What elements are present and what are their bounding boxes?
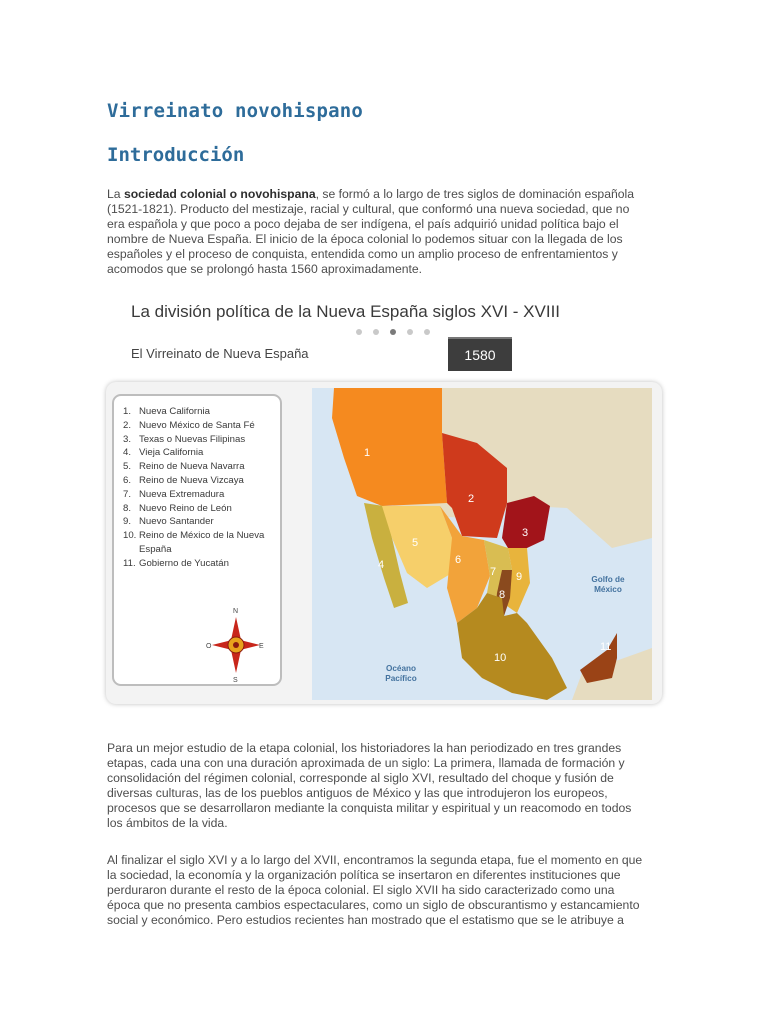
legend-item-label: Vieja California [139, 447, 204, 459]
map-image [312, 388, 652, 700]
intro-rest: , se formó a lo largo de tres siglos de dominación española (1521-1821). Producto del mestizaje, racial y cultural, que conformó una nueva sociedad, que no era española y que poco a poco dejaba de ser indígena, el país adquirió unidad política bajo el nombre de Nueva España. El inicio de la época colonial lo podemos situar con la llegada de los españoles y el proceso de conquista, entendida como un amplio proceso de enfrentamientos y acomodos que se prolongó hasta 1560 aproximadamente. [107, 187, 635, 276]
section-heading: Introducción [107, 144, 245, 166]
ocean-label: Océano Pacífico [385, 664, 417, 683]
region-number: 11 [600, 641, 612, 653]
legend-item-number: 10. [123, 530, 137, 542]
slide-dot[interactable] [424, 329, 430, 335]
body-paragraph-2: Para un mejor estudio de la etapa colonial, los historiadores la han periodizado en tres grandes etapas, cada una con una duración aproximada de un siglo: La primera, llamada de formación y consolidación del régimen colonial, corresponde al siglo XVI, resultado del choque y fusión de diversas culturas, las de los pueblos antiguos de México y las que introdujeron los europeos, procesos que se desarrollaron mediante la conquista militar y espiritual y un reacomodo en todos los ámbitos de la vida. [107, 741, 632, 830]
legend-item-label: Reino de Nueva Navarra [139, 461, 245, 473]
legend-item-number: 2. [123, 419, 132, 431]
map-frame [106, 382, 662, 704]
legend-item-label: Nuevo Santander [139, 516, 214, 528]
compass-s: S [233, 677, 238, 684]
legend-item-label: Reino de Nueva Vizcaya [139, 474, 244, 486]
region-3 [502, 496, 550, 548]
region-number: 3 [522, 527, 529, 539]
compass-rose-icon [206, 604, 266, 684]
legend-item-number: 3. [123, 433, 132, 445]
figure-subtitle: El Virreinato de Nueva España [131, 346, 309, 361]
map-figure [106, 292, 666, 712]
region-number: 1 [364, 447, 371, 459]
legend-item [123, 433, 280, 447]
slide-dot[interactable] [356, 329, 362, 335]
legend-item-label: Texas o Nuevas Filipinas [139, 433, 246, 445]
region-number: 5 [412, 537, 419, 549]
body-paragraph-3: Al finalizar el siglo XVI y a lo largo del XVII, encontramos la segunda etapa, fue el momento en que la sociedad, la economía y la organización política se insertaron en diferentes instituciones que perduraron durante el resto de la época colonial. El siglo XVII ha sido caracterizado como una época que no presenta cambios espectaculares, como un siglo de obscurantismo y estancamiento social y económico. Pero estudios recientes han mostrado que el estatismo que se le atribuye a [107, 853, 643, 927]
region-number: 9 [516, 571, 523, 583]
year-button[interactable]: 1580 [448, 337, 512, 371]
compass-n: N [233, 608, 239, 615]
legend-item-number: 1. [123, 406, 132, 417]
legend-item [123, 529, 280, 557]
compass-e: E [259, 643, 264, 650]
legend-item [123, 557, 280, 571]
region-number: 8 [499, 589, 506, 601]
legend-item [123, 446, 280, 460]
legend-list [114, 396, 280, 571]
legend-item [123, 515, 280, 529]
legend-item-label: Nuevo México de Santa Fé [139, 419, 255, 431]
legend-item-number: 9. [123, 516, 132, 528]
slide-dot-active[interactable] [390, 329, 396, 335]
legend-item-label: Nuevo Reino de León [139, 502, 232, 514]
intro-bold-term: sociedad colonial o novohispana [123, 187, 316, 201]
legend-item-number: 4. [123, 447, 132, 459]
slide-dots [356, 329, 430, 335]
legend-item-label: Gobierno de Yucatán [139, 557, 229, 569]
figure-title: La división política de la Nueva España siglos XVI - XVIII [131, 302, 561, 321]
legend-item-label: Nueva California [139, 406, 210, 417]
compass-o: O [206, 643, 212, 650]
intro-paragraph [107, 187, 647, 277]
region-number: 7 [490, 566, 497, 578]
legend-item-number: 6. [123, 474, 132, 486]
region-number: 6 [455, 554, 462, 566]
region-number: 2 [468, 493, 475, 505]
legend-item [123, 502, 280, 516]
slide-dot[interactable] [373, 329, 379, 335]
legend-item [123, 474, 280, 488]
slide-dot[interactable] [407, 329, 413, 335]
page-title: Virreinato novohispano [107, 100, 364, 122]
legend-item [123, 419, 280, 433]
legend-item-number: 11. [123, 557, 136, 569]
legend-item [123, 460, 280, 474]
legend-item [123, 405, 280, 419]
legend-item-number: 7. [123, 488, 132, 500]
gulf-label: Golfo de México [591, 575, 625, 594]
legend-item-number: 5. [123, 461, 132, 473]
legend-item-label: Nueva Extremadura [139, 488, 225, 500]
region-number: 4 [378, 559, 385, 571]
legend-item [123, 488, 280, 502]
region-number: 10 [494, 652, 507, 664]
legend-item-label: Reino de México de la Nueva España [139, 530, 265, 555]
intro-prefix: La [107, 187, 124, 201]
legend-item-number: 8. [123, 502, 132, 514]
